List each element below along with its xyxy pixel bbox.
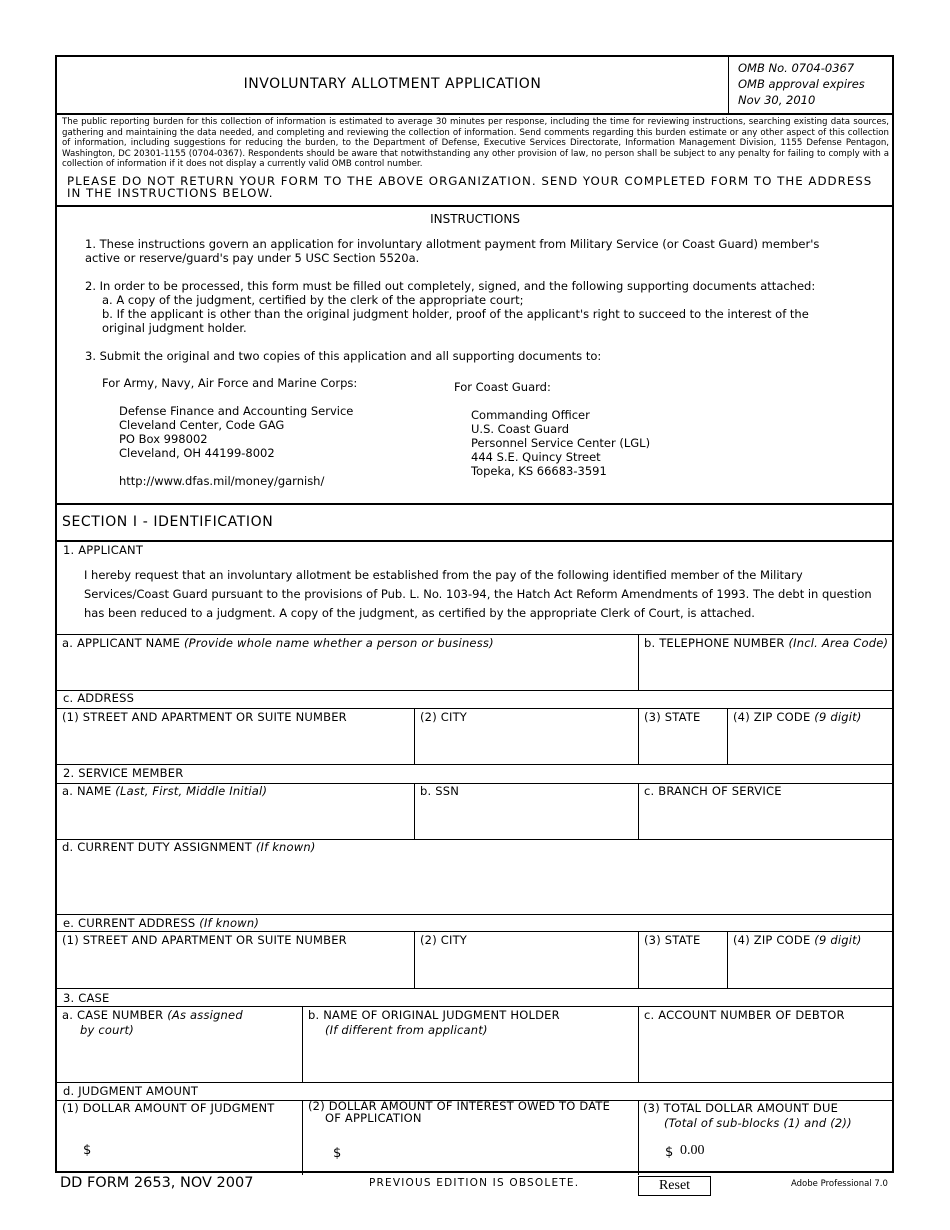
coast-guard-heading: For Coast Guard: xyxy=(454,380,551,394)
telephone-label: b. TELEPHONE NUMBER (Incl. Area Code) xyxy=(644,636,889,650)
total-currency: $ xyxy=(665,1145,674,1160)
current-address-heading: e. CURRENT ADDRESS (If known) xyxy=(63,916,260,930)
original-holder-note: (If different from applicant) xyxy=(325,1023,488,1037)
city2-field[interactable] xyxy=(417,949,635,985)
case-heading: 3. CASE xyxy=(63,991,110,1005)
total-due-label: (3) TOTAL DOLLAR AMOUNT DUE xyxy=(643,1101,839,1115)
interest-currency: $ xyxy=(333,1146,342,1161)
instructions-heading: INSTRUCTIONS xyxy=(430,212,520,226)
army-address: Defense Finance and Accounting Service Cleveland Center, Code GAG PO Box 998002 Cleveland, OH 44199-8002 xyxy=(119,404,354,460)
instruction-2a: a. A copy of the judgment, certified by the clerk of the appropriate court; xyxy=(102,293,524,307)
street-field[interactable] xyxy=(59,725,411,761)
state2-label: (3) STATE xyxy=(644,933,701,947)
army-heading: For Army, Navy, Air Force and Marine Corps: xyxy=(102,376,358,390)
zip-label: (4) ZIP CODE (9 digit) xyxy=(733,710,862,724)
applicant-name-field[interactable] xyxy=(59,651,635,687)
city-label: (2) CITY xyxy=(420,710,468,724)
original-holder-field[interactable] xyxy=(305,1039,635,1079)
address-heading: c. ADDRESS xyxy=(63,691,135,705)
case-number-field[interactable] xyxy=(59,1039,299,1079)
applicant-name-label: a. APPLICANT NAME (Provide whole name whether a person or business) xyxy=(62,636,494,650)
state2-field[interactable] xyxy=(641,949,724,985)
omb-expires: OMB approval expires xyxy=(738,77,865,91)
applicant-heading: 1. APPLICANT xyxy=(63,543,144,557)
omb-number: OMB No. 0704-0367 xyxy=(738,61,855,75)
return-notice: PLEASE DO NOT RETURN YOUR FORM TO THE ABOVE ORGANIZATION. SEND YOUR COMPLETED FORM TO THE ADDRESS IN THE INSTRUCTIONS BELOW. xyxy=(67,174,873,200)
account-number-label: c. ACCOUNT NUMBER OF DEBTOR xyxy=(644,1008,845,1022)
judgment-amount-field[interactable] xyxy=(97,1139,297,1163)
branch-label: c. BRANCH OF SERVICE xyxy=(644,784,782,798)
dollar-interest-label: (2) DOLLAR AMOUNT OF INTEREST OWED TO DATE xyxy=(308,1099,611,1113)
total-amount-value: 0.00 xyxy=(680,1143,705,1158)
city-field[interactable] xyxy=(417,725,635,761)
coast-guard-address: Commanding Officer U.S. Coast Guard Personnel Service Center (LGL) 444 S.E. Quincy Street Topeka, KS 66683-3591 xyxy=(471,408,651,478)
telephone-field[interactable] xyxy=(641,651,891,687)
zip-field[interactable] xyxy=(730,725,890,761)
case-number-note: by court) xyxy=(80,1023,134,1037)
section-title: SECTION I - IDENTIFICATION xyxy=(62,514,274,530)
instruction-2b: b. If the applicant is other than the original judgment holder, proof of the applicant's right to succeed to the interest of the original judgment holder. xyxy=(102,307,809,335)
burden-statement: The public reporting burden for this collection of information is estimated to average 30 minutes per response, including the time for reviewing instructions, searching existing data sources, gathering and maintaining the data needed, and completing and reviewing the collection of information. Send comments regarding this burden estimate or any other aspect of this collection of information, including suggestions for reducing the burden, to the Department of Defense, Executive Services Directorate, Information Management Division, 1155 Defense Pentagon, Washington, DC 20301-1155 (0704-0367). Respondents should be aware that notwithstanding any other provision of law, no person shall be subject to any penalty for failing to comply with a collection of information if it does not display a currently valid OMB control number. xyxy=(62,117,889,169)
instruction-3: 3. Submit the original and two copies of this application and all supporting documents to: xyxy=(85,349,602,363)
applicant-statement: I hereby request that an involuntary allotment be established from the pay of the following identified member of the Military Services/Coast Guard pursuant to the provisions of Pub. L. No. 103-94, the Hatch Act Reform Amendments of 1993. The debt in question has been reduced to a judgment. A copy of the judgment, as certified by the appropriate Clerk of Court, is attached. xyxy=(84,568,872,620)
zip2-field[interactable] xyxy=(730,949,890,985)
city2-label: (2) CITY xyxy=(420,933,468,947)
duty-assignment-field[interactable] xyxy=(59,857,891,912)
zip2-label: (4) ZIP CODE (9 digit) xyxy=(733,933,862,947)
branch-field[interactable] xyxy=(641,800,891,836)
total-due-note: (Total of sub-blocks (1) and (2)) xyxy=(664,1116,852,1130)
street-label: (1) STREET AND APARTMENT OR SUITE NUMBER xyxy=(62,710,347,724)
original-holder-label: b. NAME OF ORIGINAL JUDGMENT HOLDER xyxy=(308,1008,560,1022)
instruction-2: 2. In order to be processed, this form must be filled out completely, signed, and the following supporting documents attached: xyxy=(85,279,816,293)
judgment-currency: $ xyxy=(83,1143,92,1158)
member-name-label: a. NAME (Last, First, Middle Initial) xyxy=(62,784,268,798)
member-name-field[interactable] xyxy=(59,800,411,836)
service-member-heading: 2. SERVICE MEMBER xyxy=(63,766,184,780)
judgment-heading: d. JUDGMENT AMOUNT xyxy=(63,1084,199,1098)
state-field[interactable] xyxy=(641,725,724,761)
instruction-1: 1. These instructions govern an application for involuntary allotment payment from Military Service (or Coast Guard) member's active or reserve/guard's pay under 5 USC Section 5520a. xyxy=(85,237,820,265)
form-title: INVOLUNTARY ALLOTMENT APPLICATION xyxy=(243,76,542,92)
ssn-field[interactable] xyxy=(417,800,635,836)
case-number-label: a. CASE NUMBER (As assigned xyxy=(62,1008,243,1022)
dollar-interest-label-2: OF APPLICATION xyxy=(325,1111,422,1125)
form-container xyxy=(55,55,894,1173)
dollar-judgment-label: (1) DOLLAR AMOUNT OF JUDGMENT xyxy=(62,1101,275,1115)
street2-label: (1) STREET AND APARTMENT OR SUITE NUMBER xyxy=(62,933,347,947)
street2-field[interactable] xyxy=(59,949,411,985)
ssn-label: b. SSN xyxy=(420,784,460,798)
duty-assignment-label: d. CURRENT DUTY ASSIGNMENT (If known) xyxy=(62,840,316,854)
interest-amount-field[interactable] xyxy=(347,1142,632,1166)
form-identifier: DD FORM 2653, NOV 2007 xyxy=(60,1175,254,1191)
reset-button[interactable]: Reset xyxy=(638,1176,711,1196)
obsolete-notice: PREVIOUS EDITION IS OBSOLETE. xyxy=(369,1177,580,1189)
omb-date: Nov 30, 2010 xyxy=(738,93,816,107)
army-url[interactable]: http://www.dfas.mil/money/garnish/ xyxy=(119,474,325,488)
state-label: (3) STATE xyxy=(644,710,701,724)
account-number-field[interactable] xyxy=(641,1039,891,1079)
software-label: Adobe Professional 7.0 xyxy=(791,1179,888,1189)
